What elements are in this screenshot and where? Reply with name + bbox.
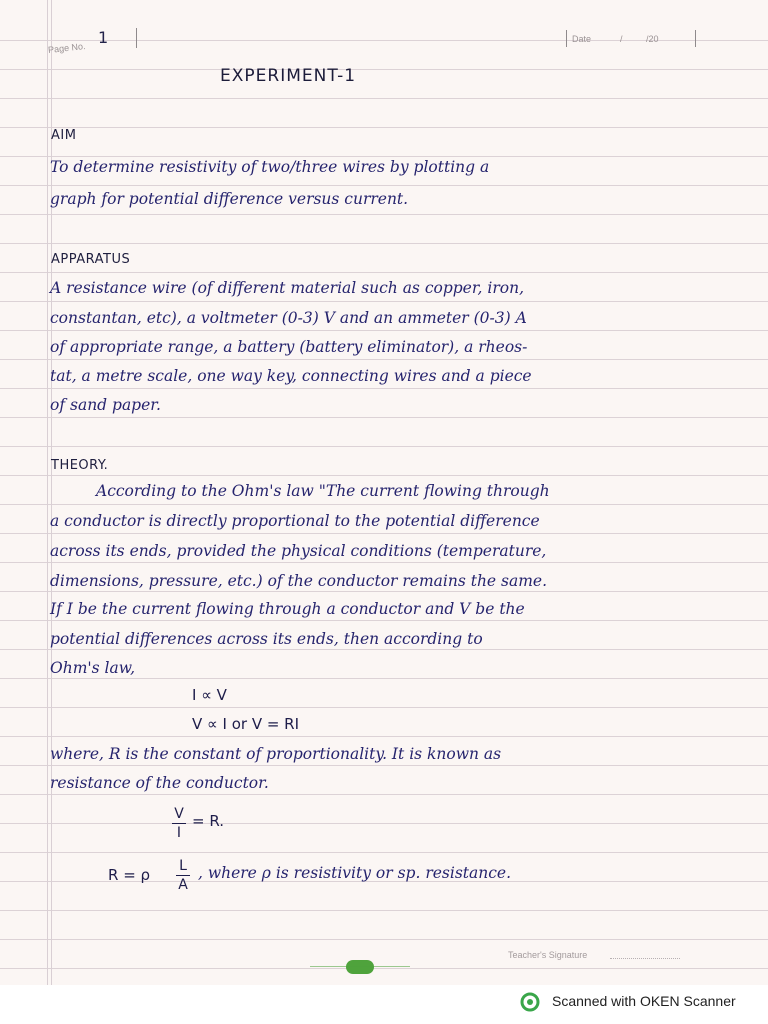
theory-line: a conductor is directly proportional to the potential difference (50, 512, 540, 530)
fraction-denominator: I (176, 825, 182, 841)
apparatus-line: of sand paper. (50, 396, 161, 414)
fraction-l-over-a (176, 858, 190, 893)
equation-proportional: I ∝ V (192, 686, 227, 704)
theory-line: potential differences across its ends, then according to (50, 630, 483, 648)
date-year: /20 (646, 34, 659, 44)
margin-line (47, 0, 48, 985)
aim-line: To determine resistivity of two/three wires by plotting a (50, 158, 490, 176)
theory-line: Ohm's law, (50, 659, 136, 677)
signature-line (610, 958, 680, 959)
fraction-v-over-i (172, 806, 186, 841)
fraction-bar (176, 875, 190, 876)
page-no-label: Page No. (47, 41, 86, 55)
aim-heading: AIM (51, 128, 77, 143)
theory-line: resistance of the conductor. (50, 774, 269, 792)
date-label: Date (572, 34, 592, 44)
fraction-denominator: A (178, 877, 188, 893)
scanner-watermark-text: Scanned with OKEN Scanner (552, 993, 736, 1009)
theory-line: dimensions, pressure, etc.) of the conductor remains the same. (50, 572, 548, 590)
page-no-bracket (136, 28, 137, 48)
fraction-numerator: L (179, 858, 187, 874)
fraction-bar (172, 823, 186, 824)
equation-ohms-law: V ∝ I or V = RI (192, 715, 300, 733)
theory-line: where, R is the constant of proportionality. It is known as (50, 745, 502, 763)
fraction-numerator: V (174, 806, 184, 822)
apparatus-line: tat, a metre scale, one way key, connecting wires and a piece (50, 367, 532, 385)
theory-line: across its ends, provided the physical conditions (temperature, (50, 542, 547, 560)
apparatus-heading: APPARATUS (51, 252, 131, 267)
date-separator: / (620, 34, 623, 44)
theory-heading: THEORY. (51, 458, 109, 473)
equation-resistivity-text: , where ρ is resistivity or sp. resistance. (198, 864, 512, 882)
equation-resistance: = R. (192, 812, 224, 830)
theory-line: If I be the current flowing through a conductor and V be the (50, 600, 525, 618)
teacher-signature-label: Teacher's Signature (508, 950, 588, 960)
apparatus-line: A resistance wire (of different material such as copper, iron, (50, 279, 525, 297)
page-no-value: 1 (98, 28, 109, 47)
margin-line-inner (51, 0, 52, 985)
apparatus-line: constantan, etc), a voltmeter (0-3) V and an ammeter (0-3) A (50, 309, 527, 327)
theory-line: According to the Ohm's law "The current flowing through (96, 482, 550, 500)
page-footer-mark (346, 960, 374, 974)
equation-resistivity-lhs: R = ρ (108, 866, 151, 884)
scanner-logo-icon (520, 992, 540, 1012)
apparatus-line: of appropriate range, a battery (battery eliminator), a rheos- (50, 338, 528, 356)
aim-line: graph for potential difference versus current. (50, 190, 409, 208)
page-title: EXPERIMENT-1 (220, 66, 357, 86)
